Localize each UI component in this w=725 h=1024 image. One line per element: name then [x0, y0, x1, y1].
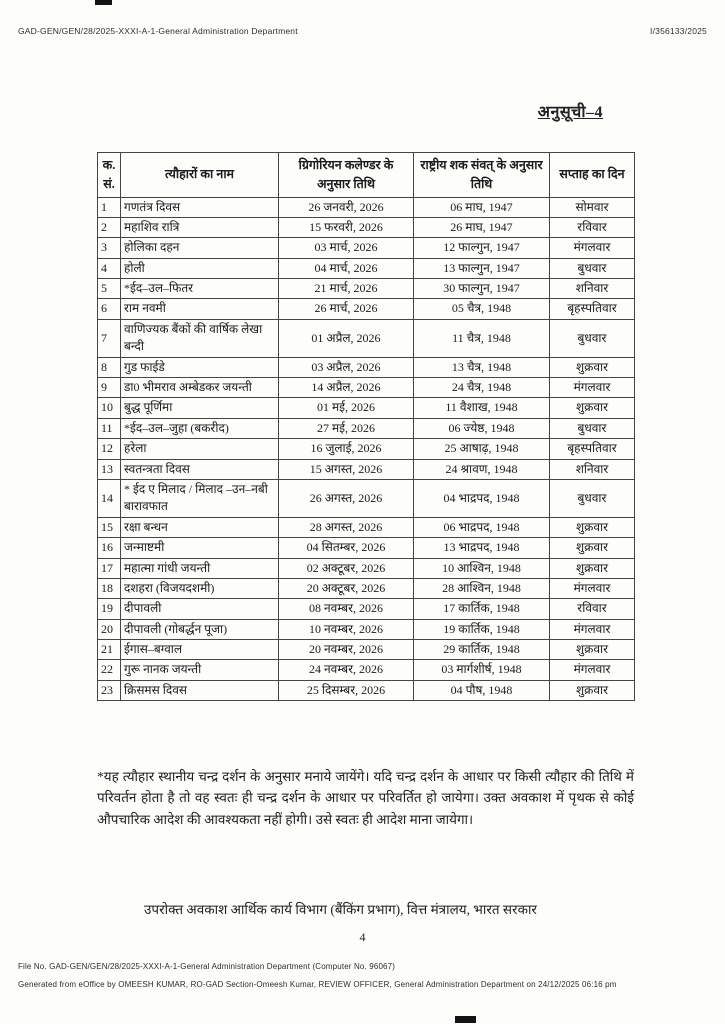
cell-saka_date: 04 पौष, 1948: [414, 680, 550, 700]
cell-saka_date: 11 चैत्र, 1948: [414, 319, 550, 357]
header-row: [98, 153, 635, 198]
cell-gregorian_date: 03 मार्च, 2026: [279, 238, 414, 258]
table-row: [98, 238, 635, 258]
cell-saka_date: 13 भाद्रपद, 1948: [414, 538, 550, 558]
cell-sno: 12: [98, 439, 121, 459]
cell-saka_date: 10 आश्विन, 1948: [414, 558, 550, 578]
cell-name: रक्षा बन्धन: [121, 517, 279, 537]
cell-name: डा0 भीमराव अम्बेडकर जयन्ती: [121, 378, 279, 398]
cell-name: वाणिज्यक बैंकों की वार्षिक लेखा बन्दी: [121, 319, 279, 357]
table-row: [98, 279, 635, 299]
cell-gregorian_date: 26 जनवरी, 2026: [279, 197, 414, 217]
cell-sno: 11: [98, 418, 121, 438]
table-row: [98, 558, 635, 578]
cell-name: महाशिव रात्रि: [121, 217, 279, 237]
table-row: [98, 439, 635, 459]
cell-name: दीपावली (गोबर्द्धन पूजा): [121, 619, 279, 639]
cell-weekday: शुक्रवार: [550, 640, 635, 660]
table-row: [98, 319, 635, 357]
cell-saka_date: 13 चैत्र, 1948: [414, 357, 550, 377]
cell-gregorian_date: 26 अगस्त, 2026: [279, 479, 414, 517]
cell-sno: 5: [98, 279, 121, 299]
holiday-table: [97, 152, 635, 701]
cell-saka_date: 24 श्रावण, 1948: [414, 459, 550, 479]
cell-sno: 16: [98, 538, 121, 558]
table-row: [98, 680, 635, 700]
table-row: [98, 378, 635, 398]
cell-saka_date: 06 ज्येष्ठ, 1948: [414, 418, 550, 438]
cell-saka_date: 04 भाद्रपद, 1948: [414, 479, 550, 517]
cell-weekday: शनिवार: [550, 279, 635, 299]
cell-gregorian_date: 08 नवम्बर, 2026: [279, 599, 414, 619]
table-row: [98, 197, 635, 217]
cell-sno: 18: [98, 578, 121, 598]
cell-gregorian_date: 28 अगस्त, 2026: [279, 517, 414, 537]
scan-artifact-bottom: [455, 1016, 476, 1023]
cell-gregorian_date: 20 नवम्बर, 2026: [279, 640, 414, 660]
table-row: [98, 357, 635, 377]
cell-saka_date: 26 माघ, 1947: [414, 217, 550, 237]
cell-weekday: बृहस्पतिवार: [550, 439, 635, 459]
cell-sno: 15: [98, 517, 121, 537]
cell-gregorian_date: 21 मार्च, 2026: [279, 279, 414, 299]
cell-gregorian_date: 14 अप्रैल, 2026: [279, 378, 414, 398]
table-row: [98, 660, 635, 680]
cell-gregorian_date: 15 अगस्त, 2026: [279, 459, 414, 479]
page-number: 4: [359, 930, 366, 944]
cell-weekday: मंगलवार: [550, 578, 635, 598]
cell-weekday: मंगलवार: [550, 378, 635, 398]
cell-sno: 14: [98, 479, 121, 517]
cell-saka_date: 13 फाल्गुन, 1947: [414, 258, 550, 278]
cell-saka_date: 30 फाल्गुन, 1947: [414, 279, 550, 299]
holiday-table-body: [98, 197, 635, 701]
cell-gregorian_date: 01 अप्रैल, 2026: [279, 319, 414, 357]
cell-weekday: शुक्रवार: [550, 538, 635, 558]
table-row: [98, 258, 635, 278]
column-header-saka-date: राष्ट्रीय शक संवत् के अनुसार तिथि: [414, 153, 550, 198]
cell-sno: 20: [98, 619, 121, 639]
cell-gregorian_date: 15 फरवरी, 2026: [279, 217, 414, 237]
cell-name: क्रिसमस दिवस: [121, 680, 279, 700]
cell-saka_date: 12 फाल्गुन, 1947: [414, 238, 550, 258]
cell-sno: 6: [98, 299, 121, 319]
table-row: [98, 479, 635, 517]
cell-name: दीपावली: [121, 599, 279, 619]
cell-name: जन्माष्टमी: [121, 538, 279, 558]
cell-gregorian_date: 02 अक्टूबर, 2026: [279, 558, 414, 578]
cell-weekday: शुक्रवार: [550, 398, 635, 418]
cell-gregorian_date: 24 नवम्बर, 2026: [279, 660, 414, 680]
table-row: [98, 418, 635, 438]
table-row: [98, 398, 635, 418]
cell-name: होली: [121, 258, 279, 278]
cell-name: गुरू नानक जयन्ती: [121, 660, 279, 680]
cell-sno: 1: [98, 197, 121, 217]
cell-name: गणतंत्र दिवस: [121, 197, 279, 217]
cell-gregorian_date: 25 दिसम्बर, 2026: [279, 680, 414, 700]
cell-sno: 3: [98, 238, 121, 258]
cell-sno: 17: [98, 558, 121, 578]
column-header-weekday: सप्ताह का दिन: [550, 153, 635, 198]
cell-saka_date: 06 माघ, 1947: [414, 197, 550, 217]
cell-weekday: बृहस्पतिवार: [550, 299, 635, 319]
cell-name: होलिका दहन: [121, 238, 279, 258]
cell-gregorian_date: 03 अप्रैल, 2026: [279, 357, 414, 377]
cell-gregorian_date: 10 नवम्बर, 2026: [279, 619, 414, 639]
cell-gregorian_date: 16 जुलाई, 2026: [279, 439, 414, 459]
table-row: [98, 517, 635, 537]
cell-sno: 23: [98, 680, 121, 700]
cell-saka_date: 24 चैत्र, 1948: [414, 378, 550, 398]
cell-name: ईगास–बग्वाल: [121, 640, 279, 660]
cell-sno: 4: [98, 258, 121, 278]
document-header: [18, 26, 707, 36]
cell-weekday: मंगलवार: [550, 238, 635, 258]
table-row: [98, 599, 635, 619]
cell-weekday: मंगलवार: [550, 619, 635, 639]
table-row: [98, 459, 635, 479]
table-row: [98, 217, 635, 237]
column-header-sno: क. सं.: [98, 153, 121, 198]
table-row: [98, 619, 635, 639]
cell-gregorian_date: 04 सितम्बर, 2026: [279, 538, 414, 558]
cell-name: बुद्ध पूर्णिमा: [121, 398, 279, 418]
cell-weekday: शुक्रवार: [550, 357, 635, 377]
cell-name: गुड फाईडे: [121, 357, 279, 377]
table-row: [98, 538, 635, 558]
cell-sno: 7: [98, 319, 121, 357]
cell-weekday: रविवार: [550, 599, 635, 619]
cell-name: * ईद ए मिलाद / मिलाद –उन–नबी बारावफात: [121, 479, 279, 517]
cell-gregorian_date: 20 अक्टूबर, 2026: [279, 578, 414, 598]
scan-artifact-top: [95, 0, 112, 5]
cell-gregorian_date: 26 मार्च, 2026: [279, 299, 414, 319]
lunar-sighting-footnote: *यह त्यौहार स्थानीय चन्द्र दर्शन के अनुसार मनाये जायेंगे। यदि चन्द्र दर्शन के आधार पर किसी त्यौहार की तिथि में परिवर्तन होता है तो वह स्वतः ही चन्द्र दर्शन के आधार पर परिवर्तित हो जायेगा। उक्त अवकाश में पृथक से कोई औपचारिक आदेश की आवश्यकता नहीं होगी। उसे स्वतः ही आदेश माना जायेगा।: [97, 768, 634, 828]
column-header-name: त्यौहारों का नाम: [121, 153, 279, 198]
cell-name: दशहरा (विजयदशमी): [121, 578, 279, 598]
cell-sno: 2: [98, 217, 121, 237]
cell-name: स्वतन्त्रता दिवस: [121, 459, 279, 479]
cell-weekday: बुधवार: [550, 319, 635, 357]
cell-weekday: रविवार: [550, 217, 635, 237]
table-row: [98, 299, 635, 319]
cell-saka_date: 29 कार्तिक, 1948: [414, 640, 550, 660]
cell-weekday: शुक्रवार: [550, 558, 635, 578]
cell-name: राम नवमी: [121, 299, 279, 319]
cell-gregorian_date: 01 मई, 2026: [279, 398, 414, 418]
document-number: I/356133/2025: [650, 26, 707, 36]
cell-saka_date: 17 कार्तिक, 1948: [414, 599, 550, 619]
cell-saka_date: 06 भाद्रपद, 1948: [414, 517, 550, 537]
cell-weekday: बुधवार: [550, 418, 635, 438]
cell-weekday: शुक्रवार: [550, 517, 635, 537]
footer-generated-line: Generated from eOffice by OMEESH KUMAR, RO-GAD Section-Omeesh Kumar, REVIEW OFFICER, General Administration Department on 24/12/2025 06:16 pm: [18, 979, 617, 989]
cell-weekday: शनिवार: [550, 459, 635, 479]
cell-sno: 19: [98, 599, 121, 619]
cell-weekday: बुधवार: [550, 258, 635, 278]
cell-sno: 21: [98, 640, 121, 660]
cell-weekday: शुक्रवार: [550, 680, 635, 700]
cell-gregorian_date: 04 मार्च, 2026: [279, 258, 414, 278]
cell-sno: 10: [98, 398, 121, 418]
closing-line: उपरोक्त अवकाश आर्थिक कार्य विभाग (बैंकिंग प्रभाग), वित्त मंत्रालय, भारत सरकार: [144, 901, 537, 917]
footer-file-number: File No. GAD-GEN/GEN/28/2025-XXXI-A-1-General Administration Department (Computer No. 96067): [18, 962, 396, 971]
cell-sno: 22: [98, 660, 121, 680]
cell-weekday: मंगलवार: [550, 660, 635, 680]
file-reference: GAD-GEN/GEN/28/2025-XXXI-A-1-General Administration Department: [18, 26, 298, 36]
cell-saka_date: 28 आश्विन, 1948: [414, 578, 550, 598]
cell-saka_date: 19 कार्तिक, 1948: [414, 619, 550, 639]
cell-sno: 8: [98, 357, 121, 377]
cell-saka_date: 05 चैत्र, 1948: [414, 299, 550, 319]
cell-weekday: सोमवार: [550, 197, 635, 217]
cell-sno: 9: [98, 378, 121, 398]
cell-gregorian_date: 27 मई, 2026: [279, 418, 414, 438]
schedule-title: अनुसूची–4: [537, 104, 603, 121]
cell-name: *ईद–उल–जुहा (बकरीद): [121, 418, 279, 438]
cell-sno: 13: [98, 459, 121, 479]
table-row: [98, 640, 635, 660]
document-footer: [18, 958, 707, 993]
cell-name: हरेला: [121, 439, 279, 459]
cell-saka_date: 03 मार्गशीर्ष, 1948: [414, 660, 550, 680]
cell-saka_date: 11 वैशाख, 1948: [414, 398, 550, 418]
column-header-gregorian-date: ग्रिगोरियन कलेण्डर के अनुसार तिथि: [279, 153, 414, 198]
cell-saka_date: 25 आषाढ़, 1948: [414, 439, 550, 459]
cell-name: *ईद–उल–फितर: [121, 279, 279, 299]
holiday-table-header: [98, 153, 635, 198]
cell-name: महात्मा गांधी जयन्ती: [121, 558, 279, 578]
cell-weekday: बुधवार: [550, 479, 635, 517]
table-row: [98, 578, 635, 598]
